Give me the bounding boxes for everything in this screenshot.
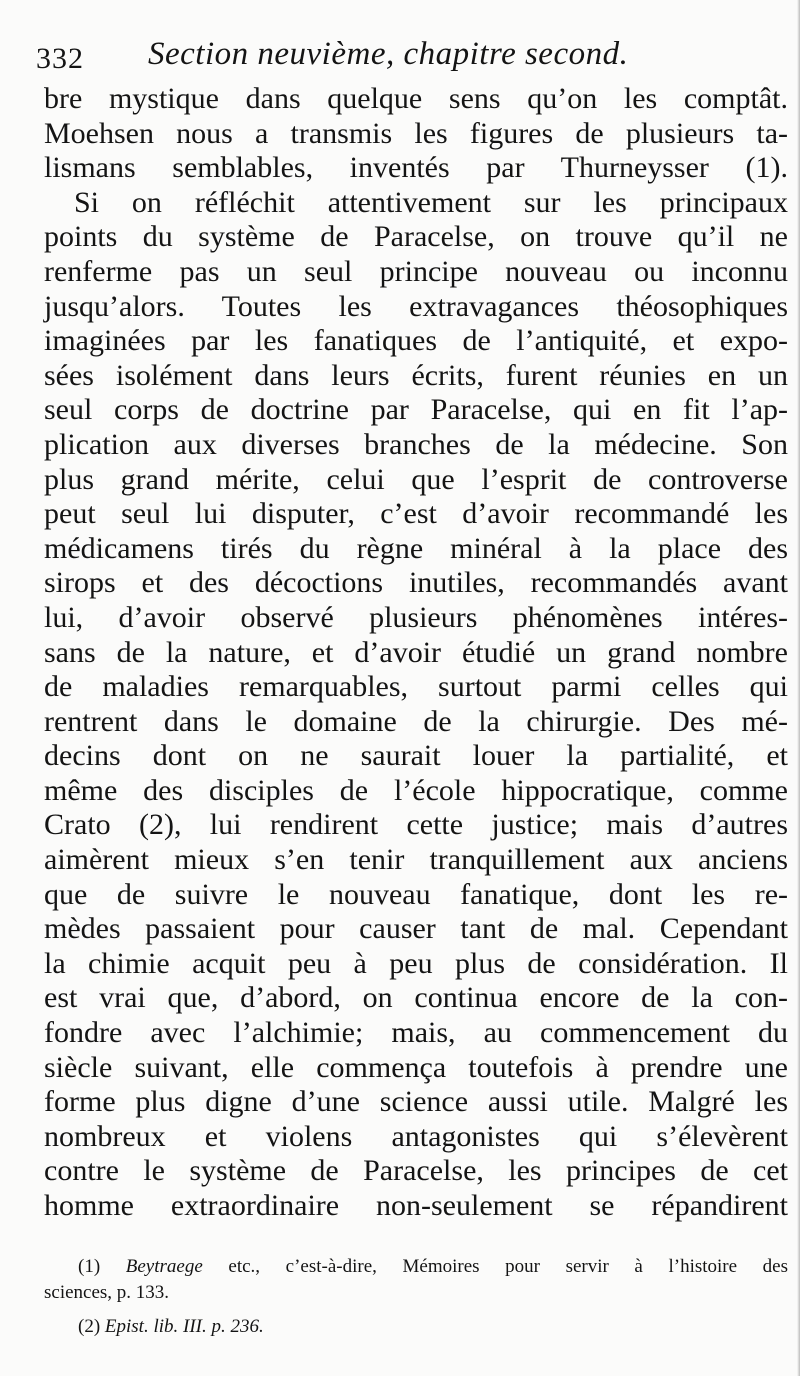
text-line: mèdes passaient pour causer tant de mal. Cependant [44, 912, 788, 946]
text-line: siècle suivant, elle commença toutefois à prendre une [44, 1050, 788, 1084]
text-line: est vrai que, d’abord, on continua encore de la con- [44, 981, 788, 1015]
text-line: seul corps de doctrine par Paracelse, qui en fit l’ap- [44, 393, 788, 427]
text-line: de maladies remarquables, surtout parmi celles qui [44, 670, 788, 704]
footnote-2-text: Epist. lib. III. p. 236. [104, 1316, 264, 1337]
text-line: contre le système de Paracelse, les principes de cet [44, 1154, 788, 1188]
footnote-1-marker: (1) [78, 1256, 101, 1277]
text-line: homme extraordinaire non-seulement se répandirent [44, 1189, 788, 1222]
running-head-title: Section neuvième, chapitre second. [148, 36, 629, 72]
text-line: nombreux et violens antagonistes qui s’élevèrent [44, 1119, 788, 1153]
footnotes [44, 1254, 788, 1340]
text-line: Crato (2), lui rendirent cette justice; mais d’autres [44, 808, 788, 842]
footnote-1-continuation: sciences, p. 133. [44, 1282, 170, 1303]
page-number: 332 [36, 42, 84, 75]
text-line: Si on réfléchit attentivement sur les principaux [74, 185, 788, 219]
text-line: lui, d’avoir observé plusieurs phénomènes intéres- [44, 600, 788, 634]
footnote-2-marker: (2) [78, 1316, 101, 1337]
text-line: même des disciples de l’école hippocratique, comme [44, 773, 788, 807]
footnote-1 [44, 1254, 788, 1280]
text-line: points du système de Paracelse, on trouve qu’il ne [44, 220, 788, 254]
text-line: bre mystique dans quelque sens qu’on les comptât. [44, 82, 788, 115]
text-line: decins dont on ne saurait louer la partialité, et [44, 739, 788, 773]
text-line: sirops et des décoctions inutiles, recommandés avant [44, 566, 788, 600]
text-line: sans de la nature, et d’avoir étudié un grand nombre [44, 635, 788, 669]
footnote-1-text: etc., c’est-à-dire, Mémoires pour servir à l’histoire des [202, 1256, 788, 1277]
text-line: fondre avec l’alchimie; mais, au commencement du [44, 1016, 788, 1050]
text-line: imaginées par les fanatiques de l’antiquité, et expo- [44, 324, 788, 358]
body-text [44, 82, 788, 1224]
text-line: la chimie acquit peu à peu plus de considération. Il [44, 946, 788, 980]
text-line: lismans semblables, inventés par Thurneysser (1). [44, 151, 788, 185]
text-line: plus grand mérite, celui que l’esprit de controverse [44, 462, 788, 496]
footnote-2 [44, 1314, 788, 1340]
text-line: sées isolément dans leurs écrits, furent réunies en un [44, 358, 788, 392]
text-line: peut seul lui disputer, c’est d’avoir recommandé les [44, 497, 788, 531]
footnote-1-title: Beytraege [125, 1256, 203, 1277]
text-line: que de suivre le nouveau fanatique, dont les re- [44, 877, 788, 911]
text-line: forme plus digne d’une science aussi utile. Malgré les [44, 1085, 788, 1119]
text-line: Moehsen nous a transmis les figures de plusieurs ta- [44, 116, 788, 150]
text-line: rentrent dans le domaine de la chirurgie. Des mé- [44, 704, 788, 738]
text-line: jusqu’alors. Toutes les extravagances théosophiques [44, 289, 788, 323]
text-line: renferme pas un seul principe nouveau ou inconnu [44, 254, 788, 288]
text-line: médicamens tirés du règne minéral à la place des [44, 531, 788, 565]
text-line: aimèrent mieux s’en tenir tranquillement aux anciens [44, 843, 788, 877]
running-head [36, 36, 776, 80]
text-line: plication aux diverses branches de la médecine. Son [44, 427, 788, 461]
